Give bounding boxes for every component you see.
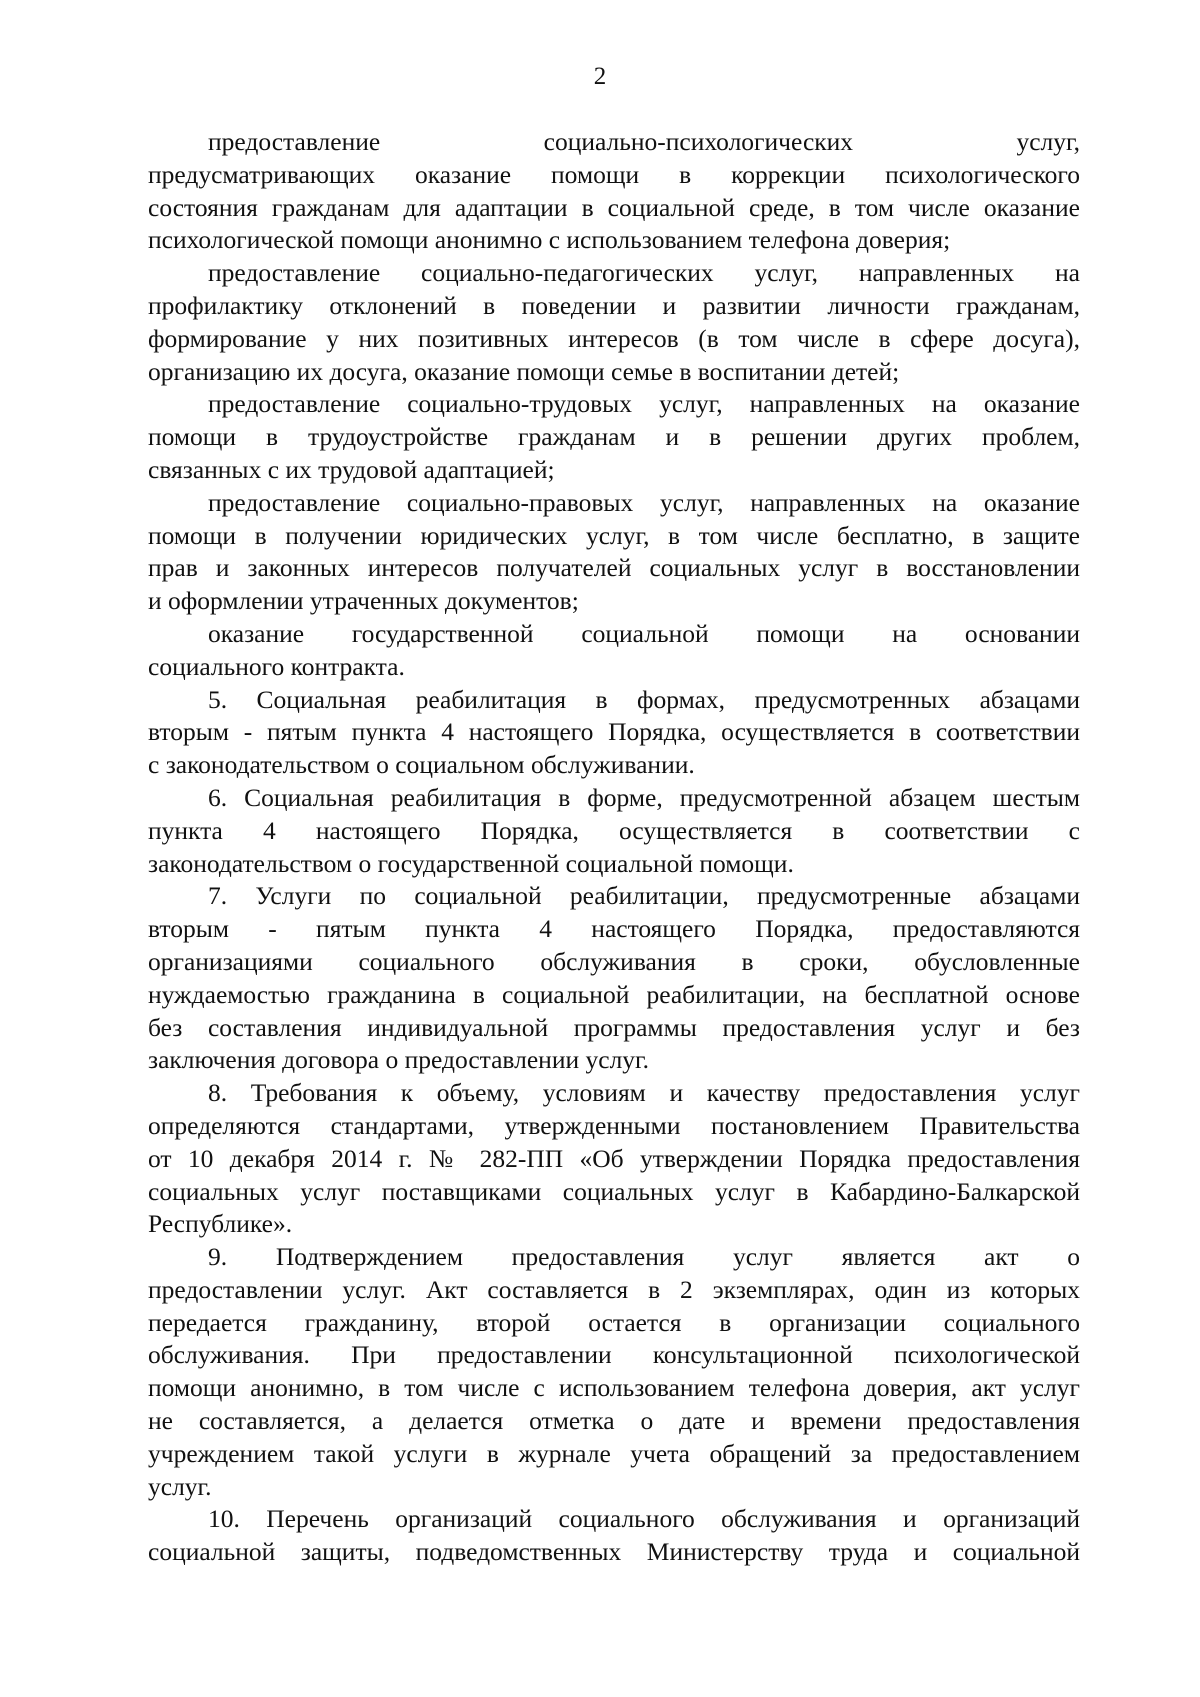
paragraph-legal-services	[148, 487, 1080, 618]
text-line: от 10 декабря 2014 г. № 282-ПП «Об утверждении Порядка предоставления	[148, 1143, 1080, 1173]
text-line: не составляется, а делается отметка о дате и времени предоставления	[148, 1406, 1080, 1436]
paragraph-item-8	[148, 1077, 1080, 1241]
text-line: определяются стандартами, утвержденными постановлением Правительства	[148, 1110, 1080, 1140]
text-line: пункта 4 настоящего Порядка, осуществляется в соответствии с	[148, 815, 1080, 845]
text-line: состояния гражданам для адаптации в социальной среде, в том числе оказание	[148, 192, 1080, 222]
text-line: 7. Услуги по социальной реабилитации, предусмотренные абзацами	[208, 881, 1080, 911]
paragraph-state-assistance	[148, 618, 1080, 684]
text-line: передается гражданину, второй остается в организации социального	[148, 1307, 1080, 1337]
text-line: помощи анонимно, в том числе с использованием телефона доверия, акт услуг	[148, 1373, 1080, 1403]
text-line: и оформлении утраченных документов;	[148, 586, 579, 616]
paragraph-pedagogical-services	[148, 257, 1080, 388]
text-line: нуждаемостью гражданина в социальной реабилитации, на бесплатной основе	[148, 979, 1080, 1009]
text-line: прав и законных интересов получателей социальных услуг в восстановлении	[148, 553, 1080, 583]
text-line: 9. Подтверждением предоставления услуг является акт о	[208, 1242, 1080, 1272]
text-line: 5. Социальная реабилитация в формах, предусмотренных абзацами	[208, 684, 1080, 714]
text-line: 8. Требования к объему, условиям и качеству предоставления услуг	[208, 1078, 1080, 1108]
text-line: 6. Социальная реабилитация в форме, предусмотренной абзацем шестым	[208, 782, 1080, 812]
text-line: обслуживания. При предоставлении консультационной психологической	[148, 1340, 1080, 1370]
paragraph-item-7	[148, 880, 1080, 1077]
text-line: предоставление социально-психологических услуг,	[208, 127, 1080, 156]
text-line: помощи в получении юридических услуг, в том числе бесплатно, в защите	[148, 520, 1080, 550]
text-line: организацию их досуга, оказание помощи семье в воспитании детей;	[148, 356, 900, 386]
paragraph-item-10	[148, 1503, 1080, 1569]
text-line: социальной защиты, подведомственных Министерству труда и социальной	[148, 1537, 1080, 1567]
text-line: без составления индивидуальной программы предоставления услуг и без	[148, 1012, 1080, 1042]
text-line: предоставлении услуг. Акт составляется в 2 экземплярах, один из которых	[148, 1274, 1080, 1304]
document-body	[148, 126, 1080, 1569]
text-line: 10. Перечень организаций социального обслуживания и организаций	[208, 1504, 1080, 1534]
text-line: законодательством о государственной социальной помощи.	[148, 848, 794, 878]
text-line: вторым - пятым пункта 4 настоящего Порядка, осуществляется в соответствии	[148, 717, 1080, 747]
paragraph-psychological-services	[148, 126, 1080, 257]
text-line: профилактику отклонений в поведении и развитии личности гражданам,	[148, 290, 1080, 320]
text-line: связанных с их трудовой адаптацией;	[148, 454, 555, 484]
text-line: предоставление социально-правовых услуг, направленных на оказание	[208, 487, 1080, 517]
text-line: учреждением такой услуги в журнале учета обращений за предоставлением	[148, 1438, 1080, 1468]
text-line: предоставление социально-педагогических услуг, направленных на	[208, 258, 1080, 288]
text-line: с законодательством о социальном обслуживании.	[148, 750, 695, 780]
paragraph-item-6	[148, 782, 1080, 880]
text-line: социальных услуг поставщиками социальных услуг в Кабардино-Балкарской	[148, 1176, 1080, 1206]
text-line: услуг.	[148, 1471, 212, 1501]
text-line: предоставление социально-трудовых услуг, направленных на оказание	[208, 389, 1080, 419]
text-line: помощи в трудоустройстве гражданам и в решении других проблем,	[148, 422, 1080, 452]
paragraph-labor-services	[148, 388, 1080, 486]
text-line: вторым - пятым пункта 4 настоящего Порядка, предоставляются	[148, 914, 1080, 944]
text-line: социального контракта.	[148, 651, 405, 681]
paragraph-item-9	[148, 1241, 1080, 1503]
text-line: оказание государственной социальной помощи на основании	[208, 618, 1080, 648]
text-line: заключения договора о предоставлении услуг.	[148, 1045, 649, 1075]
text-line: психологической помощи анонимно с использованием телефона доверия;	[148, 225, 951, 255]
paragraph-item-5	[148, 684, 1080, 782]
text-line: предусматривающих оказание помощи в коррекции психологического	[148, 159, 1080, 189]
text-line: Республике».	[148, 1209, 293, 1239]
text-line: формирование у них позитивных интересов (в том числе в сфере досуга),	[148, 323, 1080, 353]
text-line: организациями социального обслуживания в сроки, обусловленные	[148, 946, 1080, 976]
page-number: 2	[593, 63, 607, 90]
